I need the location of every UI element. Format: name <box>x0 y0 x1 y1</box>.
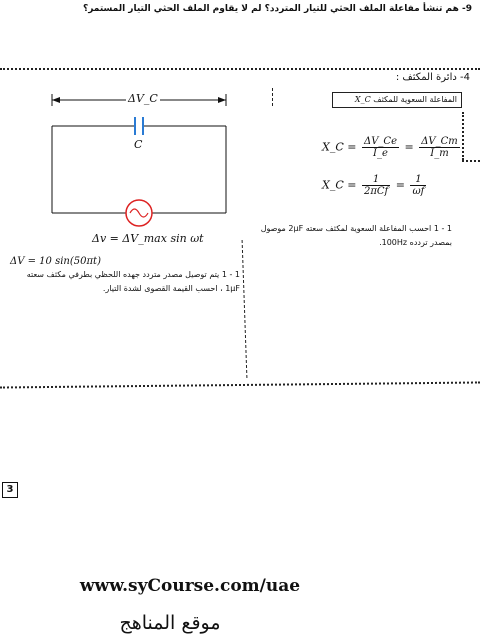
website-url[interactable]: www.syCourse.com/uae <box>79 576 301 596</box>
fraction-2pi-cf-den: 2πCf <box>363 186 389 197</box>
page-number-box: 3 <box>2 482 18 498</box>
reactance-box-label: المفاعلة السعوية للمكثف <box>373 95 457 104</box>
question-11-left-equation: ΔV = 10 sin(50πt) <box>10 256 101 267</box>
column-divider <box>242 240 248 378</box>
formula-line-2: X_C = $\frac{1}{\text{2πCf}}$ = $\frac{1}{\omega f}$ <box>322 174 425 197</box>
reactance-box <box>332 92 462 108</box>
capacitor-circuit-diagram <box>40 90 240 240</box>
formula-line-1: X_C = $\frac{\Delta V\_Ce}{I\_e}$ = $\frac{\Delta V\_Cm}{I\_m}$ <box>322 136 458 159</box>
question-11-left: 1 - 1 يتم توصيل مصدر متردد جهده اللحظي بطرفي مكثف سعته 1μF ، احسب القيمة القصوى لشدة التيار. <box>26 270 240 293</box>
reactance-box-symbol: X_C <box>354 95 371 104</box>
circuit-voltage-label: ΔV_C <box>128 92 158 105</box>
fraction-2pi-cf-num: 1 <box>362 174 390 186</box>
fraction-effective-den: I_e <box>373 148 388 159</box>
fraction-effective <box>362 136 399 159</box>
right-margin-line <box>462 112 464 160</box>
site-name-arabic: موقع المناهج <box>119 612 221 634</box>
fraction-max-den: I_m <box>430 148 449 159</box>
top-divider <box>0 68 480 70</box>
right-margin-foot <box>462 160 480 162</box>
fraction-max-num: ΔV_Cm <box>421 136 458 147</box>
capacitor-label: C <box>134 138 143 151</box>
fraction-effective-num: ΔV_Ce <box>363 136 397 147</box>
fraction-omega-f <box>410 174 426 197</box>
sine-wave-icon <box>130 209 148 217</box>
question-9-text: 9- هم تنشأ مفاعلة الملف الحثي للتيار المتردد؟ لم لا يقاوم الملف الحثي التيار المستمر؟ <box>82 4 472 14</box>
section-4-title: 4- دائرة المكثف : <box>395 72 470 83</box>
question-11-right: 1 - 1 احسب المفاعلة السعوية لمكثف سعته 2μF موصول بمصدر تردده 100Hz. <box>260 224 452 247</box>
arrow-head-left <box>52 97 60 103</box>
fraction-omega-f-num: 1 <box>410 174 426 186</box>
source-equation: Δv = ΔV_max sin ωt <box>92 232 204 245</box>
bottom-divider <box>0 381 480 388</box>
arrow-head-right <box>218 97 226 103</box>
fraction-max <box>419 136 460 159</box>
xc-symbol-1: X_C <box>322 140 344 154</box>
fraction-omega-f-den: ωf <box>412 186 425 197</box>
fraction-2pi-cf <box>362 174 390 197</box>
section-divider-left <box>272 88 273 106</box>
xc-symbol-2: X_C <box>322 178 344 192</box>
